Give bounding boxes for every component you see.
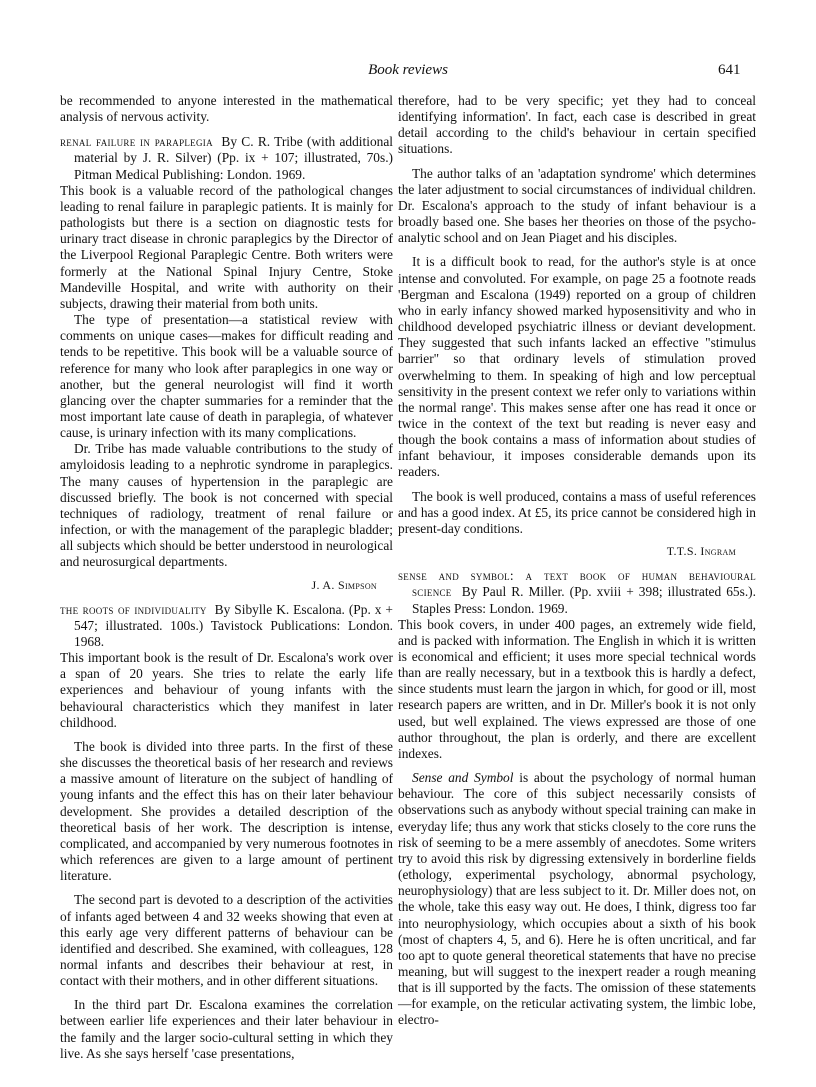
paragraph <box>398 770 756 1029</box>
paragraph: The author talks of an 'adaptation syndrome' which determines the later adjustment to social circumstances of individual children. Dr. Escalona's approach to the study of infant behaviour is a broadly based one. She bases her theories on those of the psycho-analytic school and on Jean Piaget and his disciples. <box>398 165 756 246</box>
paragraph: be recommended to anyone interested in the mathematical analysis of nervous activity. <box>60 93 393 125</box>
page-number: 641 <box>718 62 741 78</box>
paragraph: The book is well produced, contains a mass of useful references and has a good index. At £5, its price cannot be considered high in present-day conditions. <box>398 488 756 536</box>
review-heading-roots-of-individuality <box>60 602 393 650</box>
paragraph: This book covers, in under 400 pages, an extremely wide field, and is packed with information. The English in which it is written is economical and efficient; it uses more special technical words than are really necessary, but in a textbook this is hardly a defect, since students must learn the jargon in which, for good or ill, most research papers are written, and in Dr. Miller's book it is not only used, but well explained. The views expressed are those of one author throughout, the plan is orderly, and there are excellent indexes. <box>398 616 756 761</box>
paragraph: The book is divided into three parts. In the first of these she discusses the theoretical basis of her research and reviews a massive amount of literature on the subject of handling of young infants and the effect this has on their later behaviour development. She provides a detailed description of the theoretical basis of her work. The description is intense, complicated, and accompanied by very numerous footnotes in which references are given to a large amount of pertinent literature. <box>60 738 393 884</box>
book-title: renal failure in paraplegia <box>60 134 213 150</box>
paragraph: therefore, had to be very specific; yet they had to conceal identifying information'. In fact, each case is described in great detail according to the child's behaviour in certain specified situations. <box>398 93 756 157</box>
book-citation: By C. R. Tribe (with additional material by J. R. Silver) (Pp. ix + 107; illustrated, 70s.) Pitman Medical Publishing: London. 1969. <box>74 134 393 182</box>
review-heading-sense-and-symbol <box>398 568 756 616</box>
book-title: sense and symbol: a text book of human behavioural science <box>398 568 756 600</box>
running-header-title: Book reviews <box>368 62 448 78</box>
book-citation: By Sibylle K. Escalona. (Pp. x + 547; illustrated. 100s.) Tavistock Publications: London. 1968. <box>74 601 393 649</box>
right-column <box>398 93 756 1029</box>
book-citation: By Paul R. Miller. (Pp. xviii + 398; illustrated 65s.). Staples Press: London. 1969. <box>412 584 756 616</box>
paragraph: The second part is devoted to a description of the activities of infants aged between 4 and 32 weeks showing that even at this early age very different patterns of behaviour can be identified and described. She examined, with colleagues, 128 normal infants and describes their behaviour at rest, in contact with their mothers, and in other different situations. <box>60 892 393 989</box>
book-title: the roots of individuality <box>60 601 207 617</box>
review-heading-renal-failure <box>60 134 393 182</box>
reviewer-signature: J. A. Simpson <box>311 577 377 592</box>
paragraph-text: is about the psychology of normal human behaviour. The core of this subject necessarily consists of observations such as anybody without special training can make in everyday life; thus any work that sticks closely to the core runs the risk of seeming to be a mere assembly of anecdotes. Some writers try to avoid this risk by digressing extensively in borderline fields (ethology, experimental psychology, abnormal psychology, neurophysiology) that are less subject to it. Dr. Miller does not, on the whole, take this easy way out. He does, I think, digress too far into neurophysiology, which occupies about a sixth of his book (most of chapters 4, 5, and 6). Here he is often uncritical, and far too apt to quote general theoretical statements that have no precise meaning, but will suggest to the inexpert reader a rough meaning that is ill supported by the facts. The omission of these statements—for example, on the reticular activating system, the limbic lobe, electro- <box>398 770 756 1028</box>
reviewer-signature: T.T.S. Ingram <box>666 544 736 559</box>
paragraph: In the third part Dr. Escalona examines the correlation between earlier life experiences and their later behaviour in the family and the larger socio-cultural setting in which they live. As she says herself 'case presentations, <box>60 997 393 1061</box>
book-title-italic: Sense and Symbol <box>412 770 514 786</box>
paragraph: This important book is the result of Dr. Escalona's work over a span of 20 years. She tries to relate the early life experiences and behaviour of young infants with the behavioural characteristics which they manifest in later childhood. <box>60 650 393 730</box>
paragraph: The type of presentation—a statistical review with comments on unique cases—makes for difficult reading and tends to be repetitive. This book will be a valuable source of reference for many who look after paraplegics in one way or another, but the general neurologist will find it worth glancing over the chapter summaries for a reminder that the most important late cause of death in paraplegia, of whatever cause, is urinary infection with its many complications. <box>60 312 393 441</box>
paragraph: Dr. Tribe has made valuable contributions to the study of amyloidosis leading to a nephrotic syndrome in paraplegics. The many causes of hypertension in the paraplegic are discussed briefly. The book is not concerned with special techniques of radiology, treatment of renal failure or infection, or with the management of the paraplegic bladder; all subjects which should be better understood in neurological and neurosurgical departments. <box>60 441 393 570</box>
paragraph: This book is a valuable record of the pathological changes leading to renal failure in paraplegic patients. It is mainly for pathologists but there is a section on diagnostic tests for urinary tract disease in chronic paraplegics by the Director of the Liverpool Regional Paraplegic Centre. Both writers were formerly at the National Spinal Injury Centre, Stoke Mandeville Hospital, and write with authority on their subjects, drawing their material from both units. <box>60 182 393 311</box>
paragraph: It is a difficult book to read, for the author's style is at once intense and convoluted. For example, on page 25 a footnote reads 'Bergman and Escalona (1949) reported on a group of children who in early infancy showed marked hyposensitivity and who in childhood developed psychiatric illness or deviant development. They suggested that such infants lacked an effective "stimulus barrier" so that ordinary levels of stimulation proved overwhelming to them. In speaking of high and low perceptual sensitivity in the present context we refer only to variations within the normal range'. This makes sense after one has read it once or twice in the context of the text but reading is never easy and though the book contains a mass of information about studies of infant behaviour, it imposes considerable demands upon its readers. <box>398 254 756 480</box>
left-column <box>60 93 393 1062</box>
